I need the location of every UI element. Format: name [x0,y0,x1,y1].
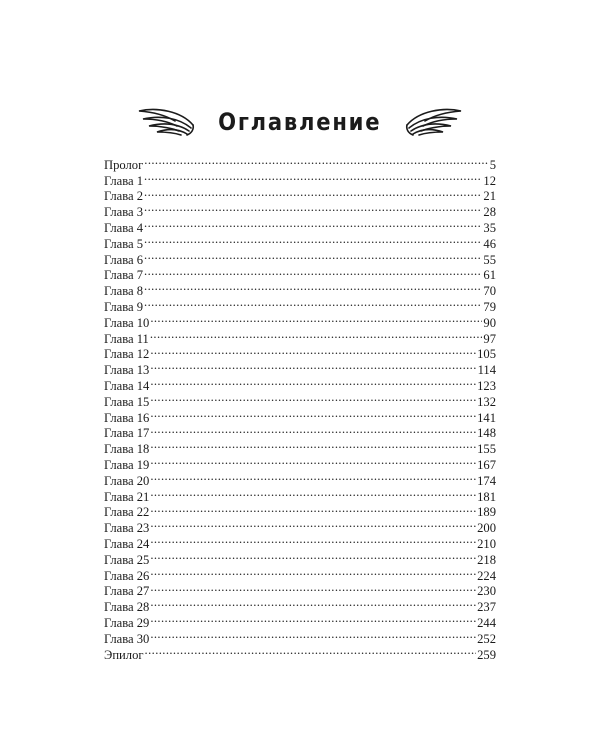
toc-entry-page-number: 181 [477,489,496,504]
toc-entry[interactable] [104,406,496,425]
toc-entry-page-number: 46 [483,236,496,251]
toc-leader-dots [150,327,483,343]
toc-entry-label: Глава 27 [104,584,150,599]
toc-leader-dots [150,564,476,580]
toc-entry-label: Глава 23 [104,521,150,536]
toc-leader-dots [150,595,476,611]
toc-leader-dots [150,374,476,390]
toc-entry-page-number: 189 [477,505,496,520]
toc-entry[interactable] [104,501,496,520]
toc-entry-page-number: 21 [483,189,496,204]
toc-entry[interactable] [104,595,496,615]
toc-leader-dots [144,200,482,216]
toc-entry-page-number: 218 [477,552,496,567]
toc-entry[interactable] [104,564,496,583]
toc-entry-label: Глава 16 [104,410,150,425]
toc-entry[interactable] [104,279,496,299]
toc-entry[interactable] [104,248,496,267]
toc-entry-page-number: 123 [477,378,496,393]
toc-entry-page-number: 210 [477,536,496,551]
toc-entry-label: Глава 7 [104,268,144,283]
toc-entry-page-number: 5 [489,157,496,172]
toc-entry[interactable] [104,311,496,330]
toc-entry-label: Глава 17 [104,426,150,441]
toc-leader-dots [150,406,476,422]
toc-entry-label: Глава 4 [104,220,144,235]
toc-entry[interactable] [104,358,496,378]
toc-leader-dots [150,422,476,438]
toc-entry-label: Глава 18 [104,442,150,457]
toc-entry[interactable] [104,327,496,346]
table-of-contents [104,153,496,662]
toc-entry-label: Глава 11 [104,331,149,346]
toc-entry[interactable] [104,153,496,172]
toc-entry[interactable] [104,453,496,472]
toc-entry-page-number: 141 [477,410,496,425]
toc-entry-label: Глава 6 [104,252,144,267]
toc-leader-dots [145,643,477,659]
toc-leader-dots [144,185,482,201]
toc-entry-page-number: 167 [477,457,496,472]
toc-leader-dots [144,264,482,280]
toc-leader-dots [144,248,482,264]
toc-entry-page-number: 244 [477,615,496,630]
toc-entry-page-number: 252 [477,631,496,646]
toc-entry-label: Эпилог [104,647,144,662]
toc-leader-dots [150,548,476,564]
toc-entry[interactable] [104,422,496,441]
toc-leader-dots [150,453,476,469]
toc-entry-label: Глава 20 [104,473,150,488]
toc-entry-label: Глава 5 [104,236,144,251]
toc-entry-label: Глава 3 [104,205,144,220]
toc-leader-dots [150,611,476,627]
toc-entry-page-number: 230 [477,584,496,599]
toc-entry-page-number: 55 [483,252,496,267]
toc-entry[interactable] [104,185,496,204]
toc-entry-page-number: 97 [483,331,496,346]
toc-leader-dots [150,532,476,548]
toc-entry[interactable] [104,343,496,362]
toc-entry[interactable] [104,611,496,630]
toc-entry[interactable] [104,532,496,551]
toc-entry[interactable] [104,169,496,188]
toc-entry-label: Глава 2 [104,189,144,204]
toc-entry-page-number: 155 [477,442,496,457]
toc-entry-page-number: 114 [477,363,496,378]
toc-entry-page-number: 28 [483,205,496,220]
toc-leader-dots [150,311,482,327]
toc-entry-page-number: 12 [483,173,496,188]
toc-entry-label: Глава 13 [104,363,150,378]
toc-entry[interactable] [104,200,496,220]
toc-entry-page-number: 237 [477,600,496,615]
toc-entry[interactable] [104,548,496,567]
toc-entry[interactable] [104,469,496,488]
toc-entry-page-number: 259 [477,647,496,662]
toc-header [0,97,600,147]
toc-entry-page-number: 90 [483,315,496,330]
toc-entry-label: Глава 28 [104,600,150,615]
toc-leader-dots [150,343,476,359]
toc-entry-label: Глава 14 [104,378,150,393]
toc-entry[interactable] [104,516,496,536]
toc-entry-label: Глава 25 [104,552,150,567]
toc-leader-dots [144,216,482,232]
toc-entry-label: Глава 9 [104,299,144,314]
toc-entry-page-number: 61 [483,268,496,283]
toc-leader-dots [144,232,482,248]
toc-entry-page-number: 174 [477,473,496,488]
toc-entry[interactable] [104,580,496,599]
toc-entry[interactable] [104,216,496,235]
toc-entry-label: Глава 24 [104,536,150,551]
toc-leader-dots [144,295,482,311]
toc-entry-page-number: 35 [483,220,496,235]
toc-entry-label: Глава 12 [104,347,150,362]
angel-wing-icon [405,105,465,139]
toc-entry-label: Глава 22 [104,505,150,520]
toc-entry-label: Глава 15 [104,394,150,409]
toc-entry[interactable] [104,390,496,409]
toc-entry[interactable] [104,295,496,314]
toc-entry[interactable] [104,232,496,251]
toc-entry-label: Пролог [104,157,144,172]
toc-entry-label: Глава 26 [104,568,150,583]
toc-leader-dots [144,169,482,185]
toc-leader-dots [150,627,476,643]
angel-wing-icon [135,105,195,139]
toc-entry-page-number: 70 [483,284,496,299]
toc-leader-dots [150,485,476,501]
toc-leader-dots [150,516,476,532]
toc-leader-dots [144,279,482,295]
toc-leader-dots [150,390,476,406]
toc-entry[interactable] [104,643,496,662]
page-title: Оглавление [218,108,382,136]
toc-entry-page-number: 105 [477,347,496,362]
toc-entry-page-number: 132 [477,394,496,409]
toc-entry[interactable] [104,374,496,393]
toc-leader-dots [150,358,476,374]
toc-entry-page-number: 148 [477,426,496,441]
toc-leader-dots [144,153,488,169]
toc-entry-page-number: 79 [483,299,496,314]
toc-leader-dots [150,501,476,517]
toc-entry-label: Глава 10 [104,315,150,330]
toc-entry[interactable] [104,485,496,504]
toc-entry-label: Глава 29 [104,615,150,630]
toc-entry[interactable] [104,627,496,646]
toc-entry-label: Глава 30 [104,631,150,646]
toc-entry[interactable] [104,437,496,457]
toc-entry-label: Глава 19 [104,457,150,472]
toc-entry-page-number: 200 [477,521,496,536]
toc-entry-label: Глава 21 [104,489,150,504]
toc-entry-page-number: 224 [477,568,496,583]
toc-entry[interactable] [104,264,496,283]
toc-leader-dots [150,437,476,453]
toc-entry-label: Глава 1 [104,173,144,188]
toc-leader-dots [150,580,476,596]
toc-leader-dots [150,469,476,485]
toc-entry-label: Глава 8 [104,284,144,299]
